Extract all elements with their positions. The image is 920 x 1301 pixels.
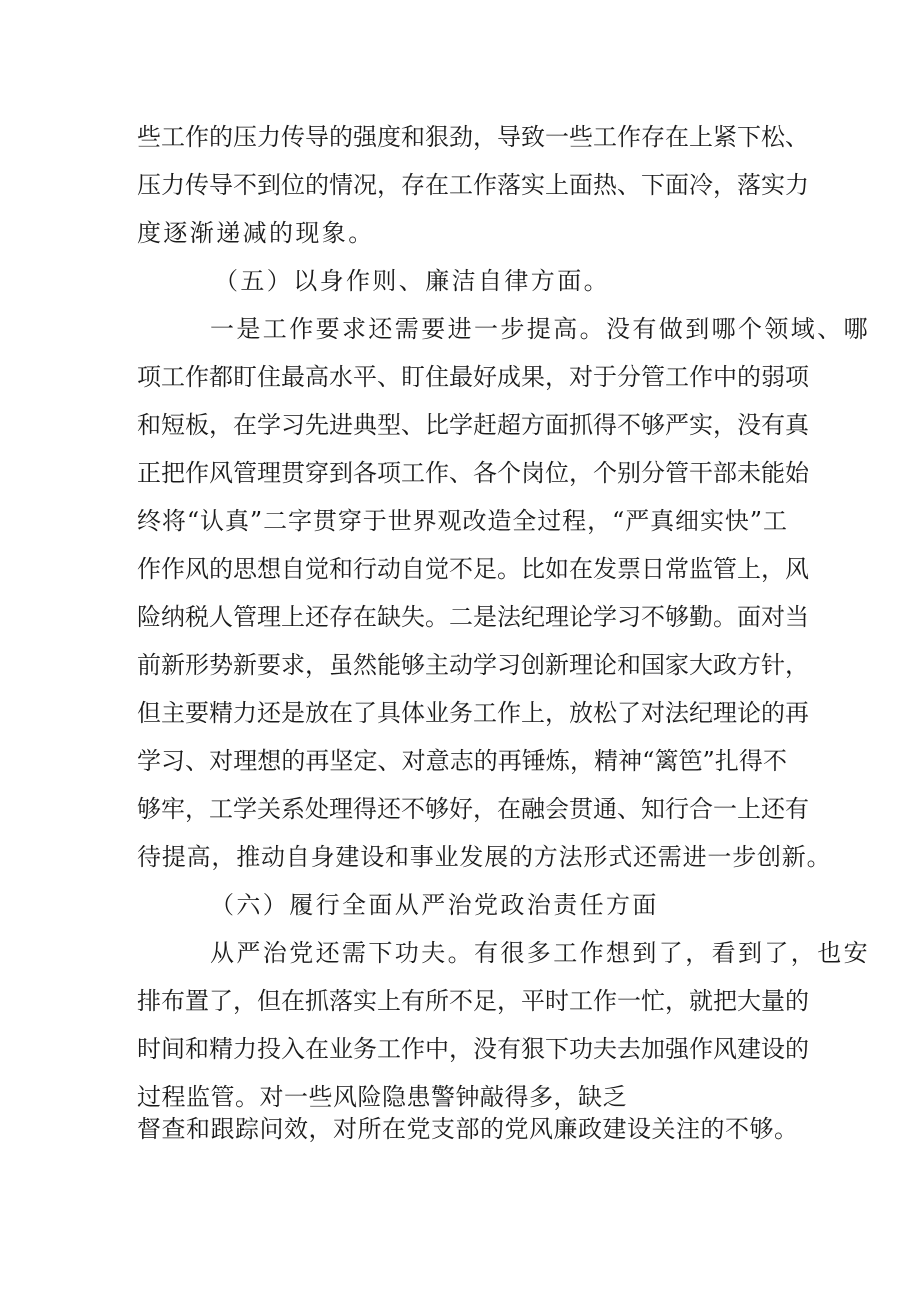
text-line: 时间和精力投入在业务工作中，没有狠下功夫去加强作风建设的: [137, 1035, 809, 1063]
text-line: 险纳税人管理上还存在缺失。二是法纪理论学习不够勤。面对当: [137, 603, 809, 631]
paragraph-first-line: 一是工作要求还需要进一步提高。没有做到哪个领域、哪: [210, 315, 870, 343]
text-line: 学习、对理想的再坚定、对意志的再锤炼，精神“篱笆”扎得不: [137, 747, 787, 775]
text-line: 待提高，推动自身建设和事业发展的方法形式还需进一步创新。: [137, 843, 832, 871]
text-line: 压力传导不到位的情况，存在工作落实上面热、下面冷，落实力: [137, 171, 809, 199]
section-heading: （五）以身作则、廉洁自律方面。: [214, 267, 610, 295]
text-line: 过程监管。对一些风险隐患警钟敲得多，缺乏: [137, 1083, 627, 1111]
section-heading: （六）履行全面从严治党政治责任方面: [210, 891, 659, 919]
text-line: 排布置了，但在抓落实上有所不足，平时工作一忙，就把大量的: [137, 987, 809, 1015]
text-line: 终将“认真”二字贯穿于世界观改造全过程，“严真细实快”工: [137, 507, 787, 535]
text-line: 够牢，工学关系处理得还不够好，在融会贯通、知行合一上还有: [137, 795, 809, 823]
text-line: 些工作的压力传导的强度和狠劲，导致一些工作存在上紧下松、: [137, 123, 809, 151]
text-line: 和短板，在学习先进典型、比学赶超方面抓得不够严实，没有真: [137, 411, 809, 439]
text-line: 作作风的思想自觉和行动自觉不足。比如在发票日常监管上，风: [137, 555, 809, 583]
text-line: 项工作都盯住最高水平、盯住最好成果，对于分管工作中的弱项: [137, 363, 809, 391]
text-line: 前新形势新要求，虽然能够主动学习创新理论和国家大政方针，: [137, 651, 809, 679]
text-line: 度逐渐递减的现象。: [137, 219, 375, 247]
text-line: 但主要精力还是放在了具体业务工作上，放松了对法纪理论的再: [137, 699, 809, 727]
paragraph-first-line: 从严治党还需下功夫。有很多工作想到了，看到了，也安: [210, 939, 870, 967]
text-line: 正把作风管理贯穿到各项工作、各个岗位，个别分管干部未能始: [137, 459, 809, 487]
text-line: 督查和跟踪问效，对所在党支部的党风廉政建设关注的不够。: [137, 1115, 799, 1143]
